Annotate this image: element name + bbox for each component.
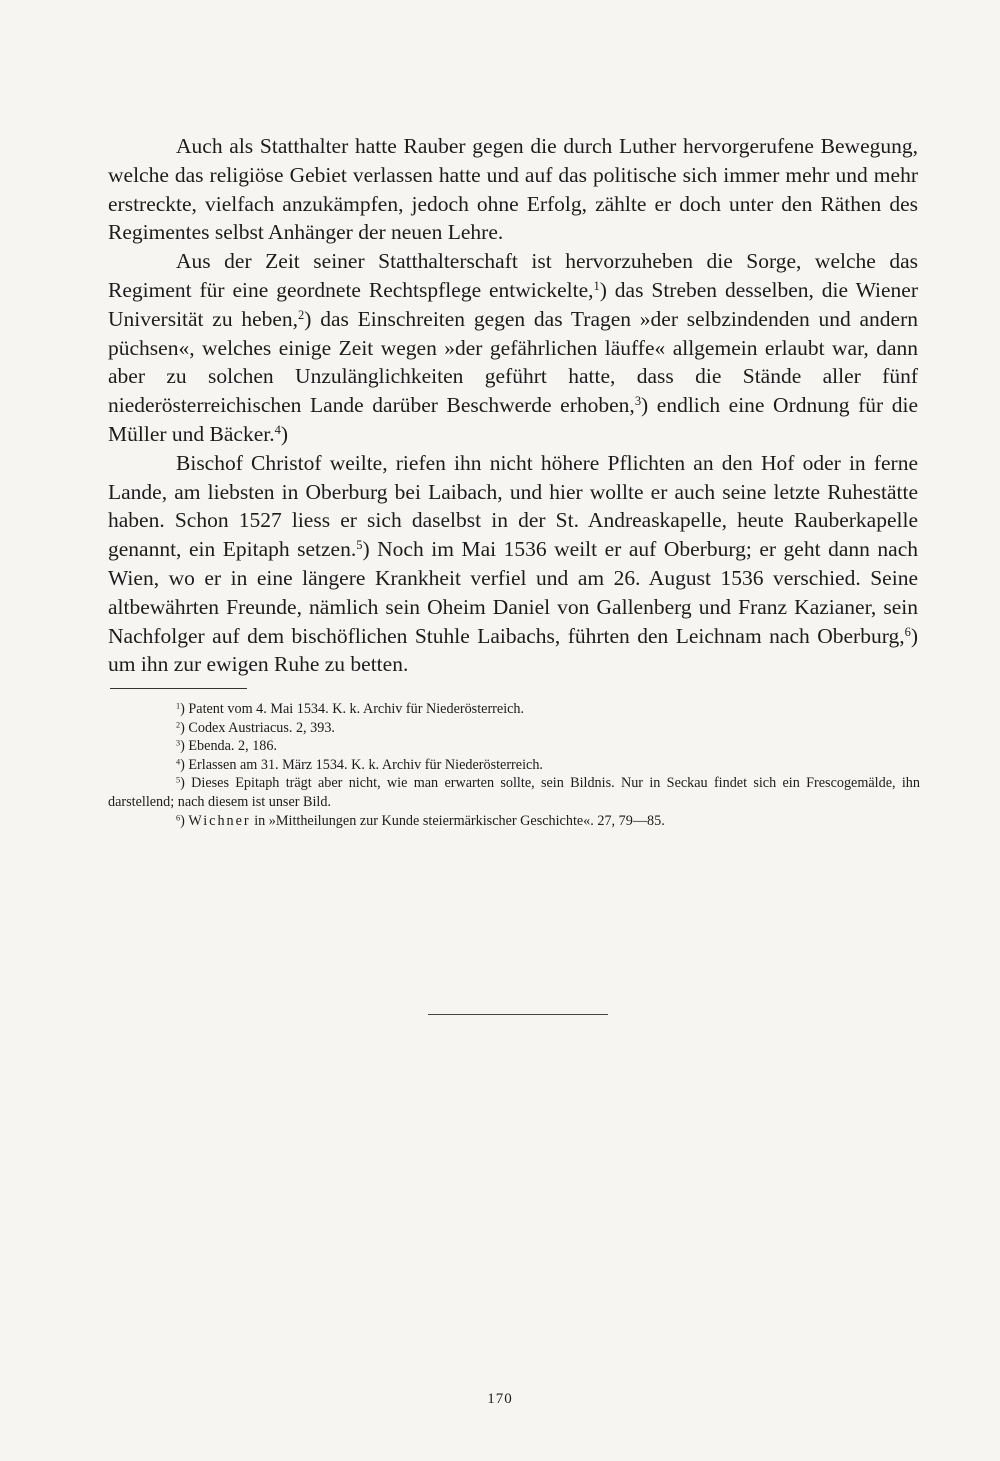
footnote-marker[interactable]: 5 xyxy=(356,538,363,553)
end-divider xyxy=(428,1014,608,1015)
paragraph-text: ) das Einschreiten gegen das Tragen »der selbzindenden und andern püchsen«, welches einige Zeit wegen »der gefährlichen läuffe« allgemein erlaubt war, dann aber zu solchen Unzulänglichkeiten geführt hatte, dass die Stände aller fünf niederösterreichischen Lande darüber Beschwerde erhoben, xyxy=(108,306,918,418)
footnote xyxy=(108,719,920,738)
footnote-marker[interactable]: 1 xyxy=(593,279,600,294)
paragraph-text: ) um ihn zur ewigen Ruhe zu betten. xyxy=(108,623,918,677)
footnote-text: ) Dieses Epitaph trägt aber nicht, wie man erwarten sollte, sein Bildnis. Nur in Seckau findet sich ein Frescogemälde, ihn darstellend; nach diesem ist unser Bild. xyxy=(108,775,920,810)
paragraph-text: Bischof Christof weilte, riefen ihn nicht höhere Pflichten an den Hof oder in ferne Lande, am liebsten in Oberburg bei Laibach, und hier wollte er auch seine letzte Ruhestätte haben. Schon 1527 liess er sich daselbst in der St. Andreaskapelle, heute Rauberkapelle genannt, ein Epitaph setzen. xyxy=(108,450,918,562)
footnote-number: 6 xyxy=(176,813,181,823)
footnote xyxy=(108,812,920,831)
footnote-number: 3 xyxy=(176,738,181,748)
footnote-text: ) Ebenda. 2, 186. xyxy=(180,738,278,755)
footnote xyxy=(108,756,920,775)
footnote-number: 1 xyxy=(176,701,181,711)
footnote-number: 2 xyxy=(176,720,181,730)
footnote-text: ) Patent vom 4. Mai 1534. K. k. Archiv für Niederösterreich. xyxy=(180,701,525,717)
footnote-text: ) Erlassen am 31. März 1534. K. k. Archiv für Niederösterreich. xyxy=(180,756,543,773)
footnotes xyxy=(108,700,920,830)
footnote xyxy=(108,737,920,756)
footnote-marker[interactable]: 6 xyxy=(904,624,911,639)
footnote-text: ) Codex Austriacus. 2, 393. xyxy=(180,719,335,736)
page-number: 170 xyxy=(487,1391,513,1407)
paragraph-text: ) xyxy=(280,421,288,446)
paragraph xyxy=(108,247,918,449)
paragraph-text: ) Noch im Mai 1536 weilt er auf Oberburg; er geht dann nach Wien, wo er in eine längere Krankheit verfiel und am 26. August 1536 verschied. Seine altbewährten Freunde, nämlich sein Oheim Daniel von Gallenberg und Franz Kazianer, sein Nachfolger auf dem bischöflichen Stuhle Laibachs, führten den Leichnam nach Oberburg, xyxy=(108,537,918,648)
paragraph xyxy=(108,449,918,679)
paragraph-text: Auch als Statthalter hatte Rauber gegen die durch Luther hervorgerufene Bewegung, welche das religiöse Gebiet verlassen hatte und auf das politische sich immer mehr und mehr erstreckte, vielfach anzukämpfen, jedoch ohne Erfolg, zählte er doch unter den Räthen des Regimentes selbst Anhänger der neuen Lehre. xyxy=(108,134,918,245)
footnote-marker[interactable]: 3 xyxy=(634,394,642,409)
paragraph-text: ) endlich eine Ordnung für die Müller und Bäcker. xyxy=(108,393,918,446)
author-name: Wichner xyxy=(188,812,251,829)
footnote-number: 4 xyxy=(176,757,181,767)
paragraph xyxy=(108,132,918,247)
paragraph-text: Aus der Zeit seiner Statthalterschaft ist hervorzuheben die Sorge, welche das Regiment für eine geordnete Rechtspflege entwickelte, xyxy=(108,249,918,302)
footnote-text: in »Mittheilungen zur Kunde steiermärkischer Geschichte«. 27, 79—85. xyxy=(254,812,665,829)
footnote xyxy=(108,700,920,719)
footnote-divider xyxy=(110,688,247,689)
body-text xyxy=(108,132,918,679)
footnote xyxy=(108,774,920,811)
footnote-number: 5 xyxy=(176,775,181,785)
footnote-marker[interactable]: 2 xyxy=(298,307,305,322)
footnote-marker[interactable]: 4 xyxy=(274,423,281,438)
paragraph-text: ) das Streben desselben, die Wiener Universität zu heben, xyxy=(108,277,918,331)
footnote-text: ) xyxy=(180,812,185,829)
